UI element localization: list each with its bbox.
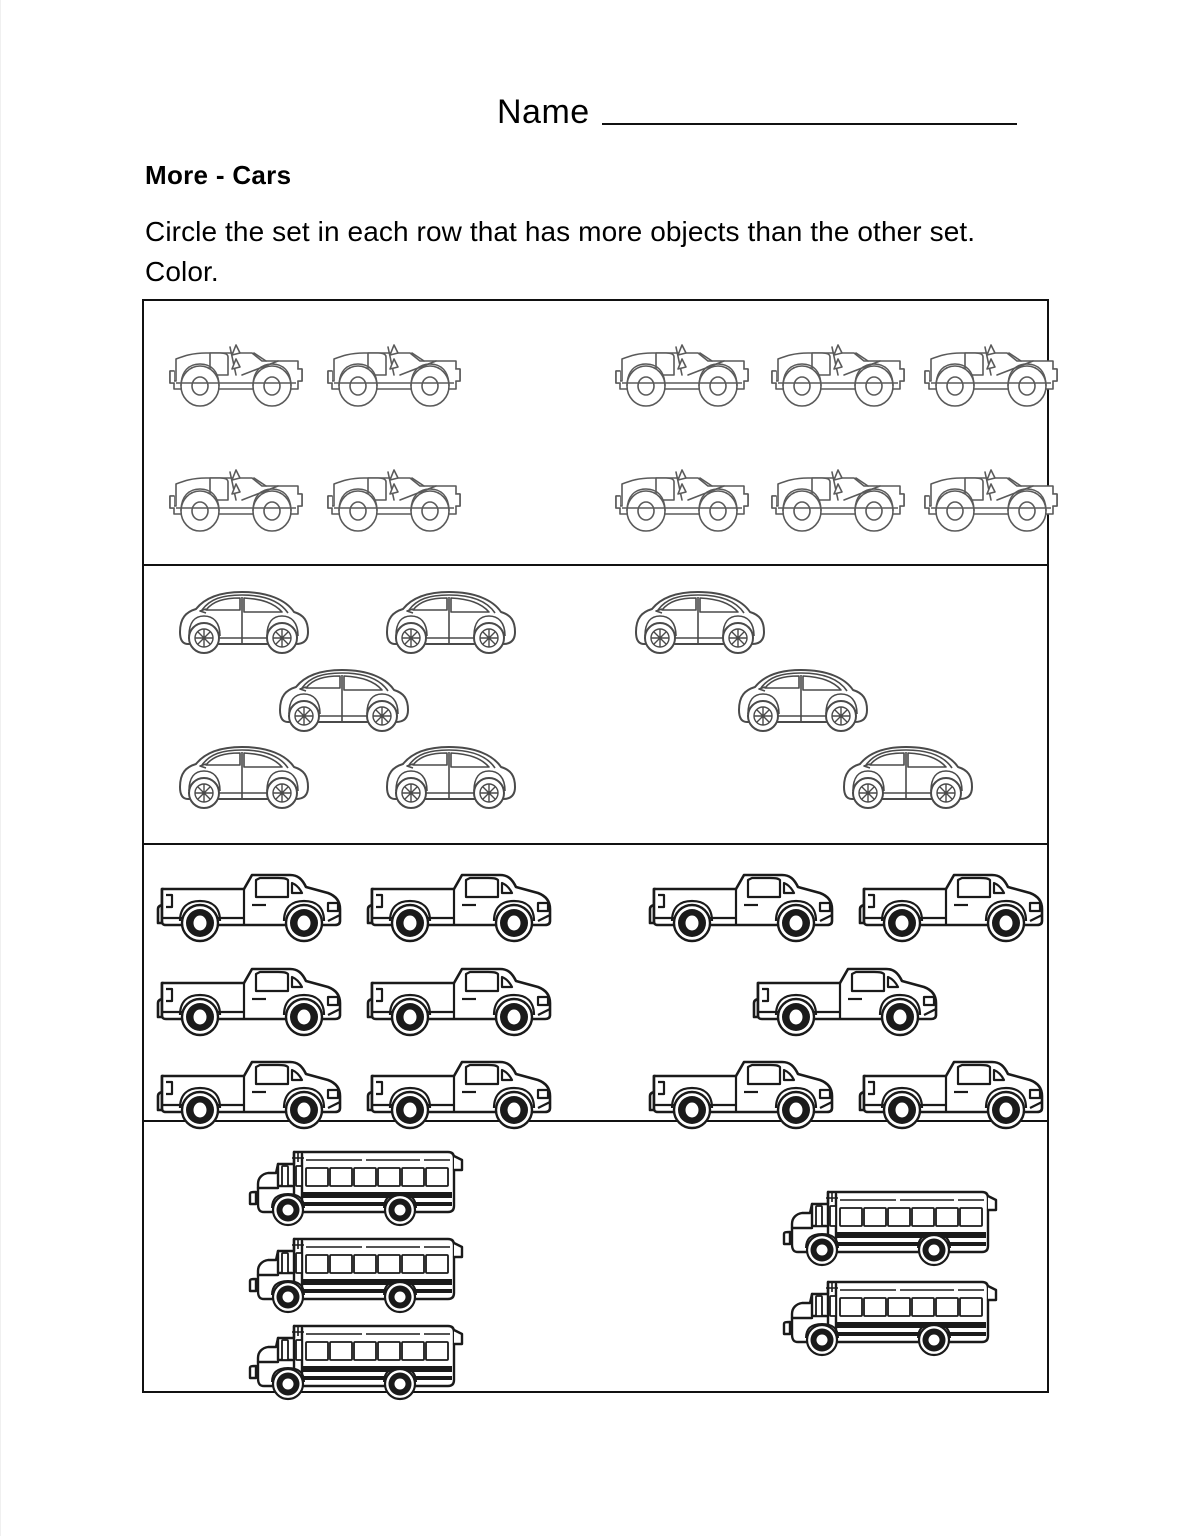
- table-row: [144, 1122, 1047, 1391]
- jeep-icon: [768, 456, 908, 534]
- jeep-icon: [166, 331, 306, 409]
- beetle-car-icon: [731, 664, 873, 738]
- beetle-car-icon: [628, 586, 770, 660]
- name-label: Name: [497, 93, 590, 131]
- school-bus-icon: [776, 1270, 1008, 1362]
- pickup-truck-icon: [854, 863, 1050, 947]
- jeep-icon: [612, 456, 752, 534]
- table-row: [144, 566, 1047, 845]
- left-set-jeeps[interactable]: [144, 301, 596, 564]
- pickup-truck-icon: [152, 863, 348, 947]
- table-row: [144, 301, 1047, 566]
- table-row: [144, 845, 1047, 1122]
- left-set-pickup-trucks[interactable]: [144, 845, 596, 1120]
- instructions-text: Circle the set in each row that has more objects than the other set. Color.: [145, 216, 976, 287]
- beetle-car-icon: [272, 664, 414, 738]
- right-set-jeeps[interactable]: [596, 301, 1048, 564]
- right-set-school-buses[interactable]: [596, 1122, 1048, 1391]
- pickup-truck-icon: [748, 957, 944, 1041]
- school-bus-icon: [242, 1140, 474, 1232]
- left-set-school-buses[interactable]: [144, 1122, 596, 1391]
- pickup-truck-icon: [362, 957, 558, 1041]
- right-set-beetle-cars[interactable]: [596, 566, 1048, 843]
- school-bus-icon: [242, 1314, 474, 1406]
- pickup-truck-icon: [644, 863, 840, 947]
- name-field-row: [497, 95, 1017, 129]
- jeep-icon: [612, 331, 752, 409]
- pickup-truck-icon: [152, 957, 348, 1041]
- jeep-icon: [166, 456, 306, 534]
- beetle-car-icon: [836, 741, 978, 815]
- jeep-icon: [921, 331, 1061, 409]
- beetle-car-icon: [379, 741, 521, 815]
- page-title: More - Cars: [145, 160, 292, 190]
- jeep-icon: [324, 456, 464, 534]
- jeep-icon: [768, 331, 908, 409]
- jeep-icon: [921, 456, 1061, 534]
- beetle-car-icon: [172, 741, 314, 815]
- sets-table: [142, 299, 1049, 1393]
- school-bus-icon: [776, 1180, 1008, 1272]
- pickup-truck-icon: [362, 863, 558, 947]
- right-set-pickup-trucks[interactable]: [596, 845, 1048, 1120]
- name-write-in-line[interactable]: [602, 122, 1017, 125]
- beetle-car-icon: [379, 586, 521, 660]
- school-bus-icon: [242, 1227, 474, 1319]
- jeep-icon: [324, 331, 464, 409]
- beetle-car-icon: [172, 586, 314, 660]
- left-set-beetle-cars[interactable]: [144, 566, 596, 843]
